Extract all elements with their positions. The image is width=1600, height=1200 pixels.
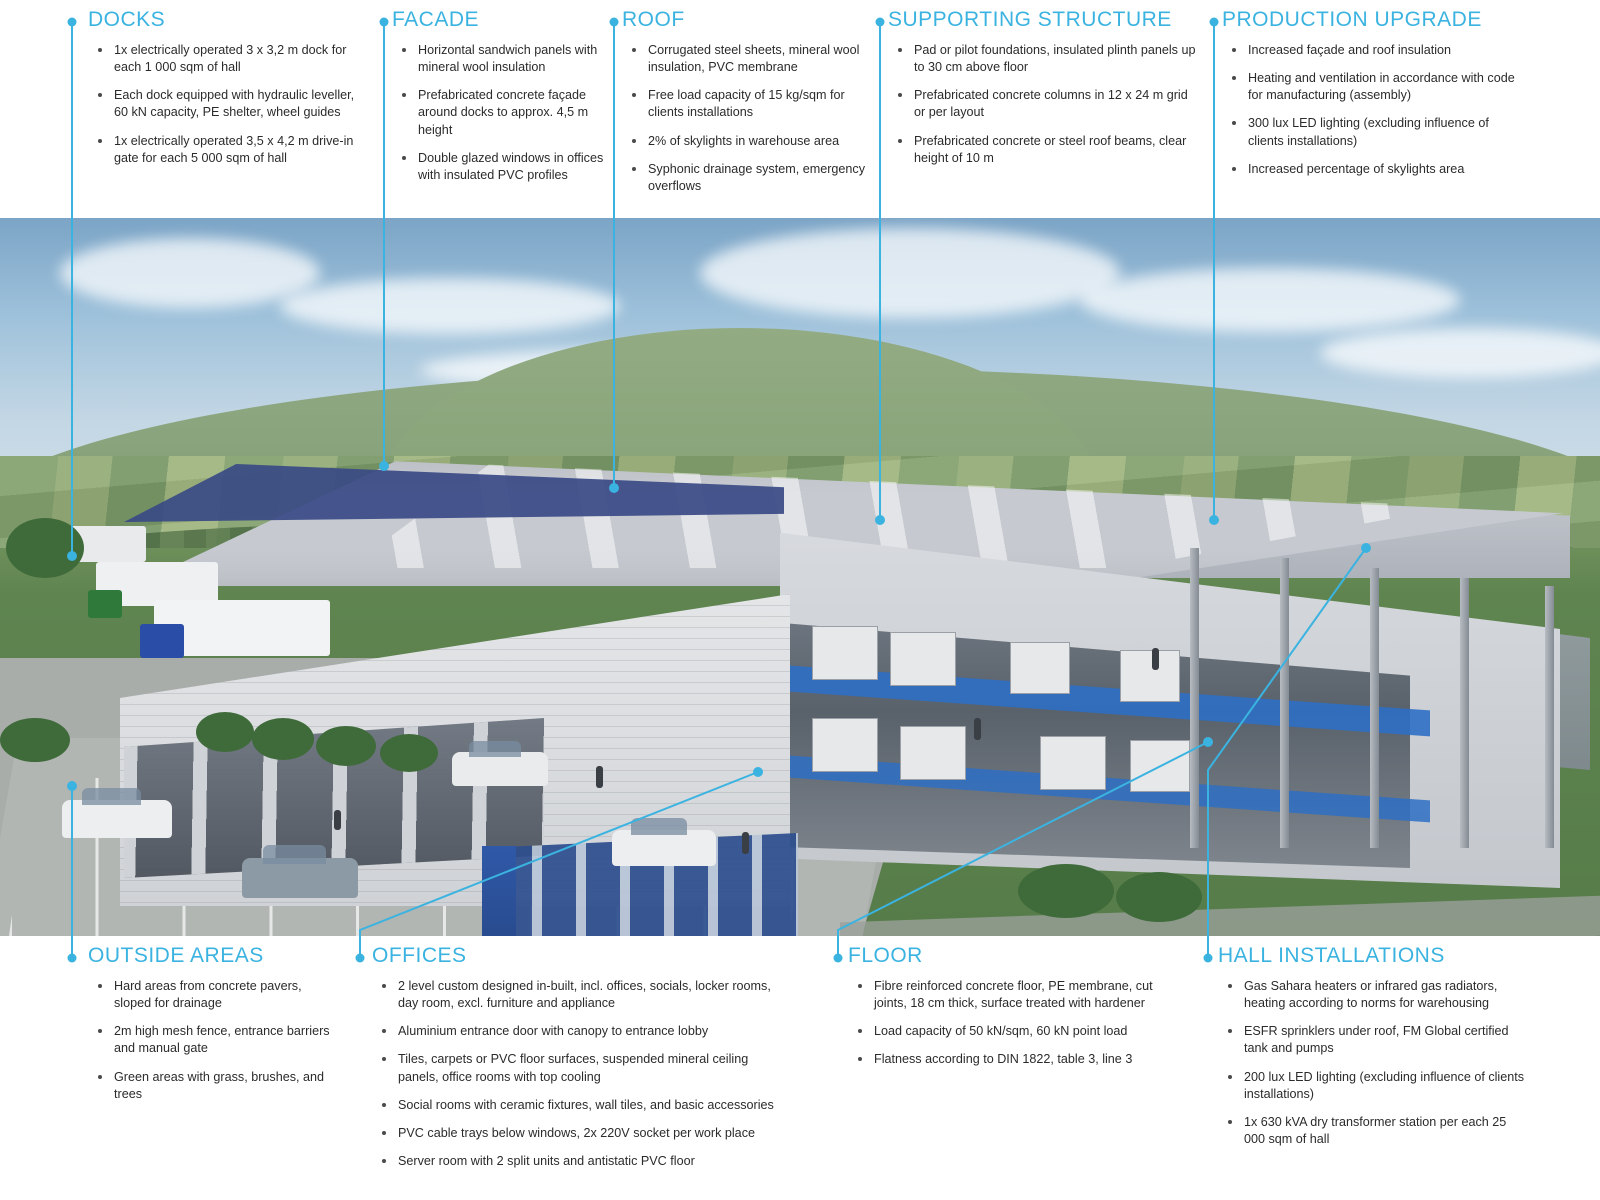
- annotation-production-upgrade: [1222, 8, 1522, 189]
- office-room: [1130, 740, 1190, 792]
- truck-cab: [140, 624, 184, 658]
- annotation-list: [622, 42, 872, 195]
- list-item: 2% of skylights in warehouse area: [622, 133, 872, 150]
- structural-column: [1190, 548, 1199, 848]
- annotation-list: [848, 978, 1168, 1069]
- list-item: Hard areas from concrete pavers, sloped for drainage: [88, 978, 338, 1012]
- list-item: 300 lux LED lighting (excluding influence of clients installations): [1222, 115, 1522, 149]
- list-item: Double glazed windows in offices with insulated PVC profiles: [392, 150, 608, 184]
- bush: [316, 726, 376, 766]
- list-item: Flatness according to DIN 1822, table 3, line 3: [848, 1051, 1168, 1068]
- car: [242, 858, 358, 898]
- list-item: Increased façade and roof insulation: [1222, 42, 1522, 59]
- list-item: Free load capacity of 15 kg/sqm for clients installations: [622, 87, 872, 121]
- list-item: Each dock equipped with hydraulic leveller, 60 kN capacity, PE shelter, wheel guides: [88, 87, 360, 121]
- annotation-supporting-structure: [888, 8, 1198, 178]
- bush: [0, 718, 70, 762]
- list-item: 2m high mesh fence, entrance barriers and manual gate: [88, 1023, 338, 1057]
- person: [334, 810, 341, 830]
- person: [742, 832, 749, 854]
- person: [1152, 648, 1159, 670]
- list-item: 1x electrically operated 3,5 x 4,2 m drive-in gate for each 5 000 sqm of hall: [88, 133, 360, 167]
- list-item: Prefabricated concrete façade around docks to approx. 4,5 m height: [392, 87, 608, 138]
- annotation-outside-areas: [88, 944, 338, 1114]
- office-room: [890, 632, 956, 686]
- annotation-title: DOCKS: [88, 8, 166, 31]
- office-room: [1120, 650, 1180, 702]
- cloud: [700, 228, 1120, 318]
- annotation-title: SUPPORTING STRUCTURE: [888, 8, 1172, 31]
- annotation-list: [372, 978, 792, 1170]
- list-item: Pad or pilot foundations, insulated plinth panels up to 30 cm above floor: [888, 42, 1198, 76]
- list-item: 1x 630 kVA dry transformer station per each 25 000 sqm of hall: [1218, 1114, 1528, 1148]
- cloud: [1320, 328, 1600, 378]
- list-item: Tiles, carpets or PVC floor surfaces, suspended mineral ceiling panels, office rooms with top cooling: [372, 1051, 792, 1085]
- person: [596, 766, 603, 788]
- tree: [6, 518, 84, 578]
- annotation-title: PRODUCTION UPGRADE: [1222, 8, 1482, 31]
- office-room: [1040, 736, 1106, 790]
- annotation-floor: [848, 944, 1168, 1080]
- cloud: [60, 238, 320, 308]
- warehouse-illustration: [0, 218, 1600, 936]
- structural-column: [1370, 568, 1379, 848]
- list-item: ESFR sprinklers under roof, FM Global certified tank and pumps: [1218, 1023, 1528, 1057]
- annotation-facade: [392, 8, 608, 195]
- list-item: Corrugated steel sheets, mineral wool insulation, PVC membrane: [622, 42, 872, 76]
- annotation-list: [392, 42, 608, 184]
- office-room: [1010, 642, 1070, 694]
- annotation-title: HALL INSTALLATIONS: [1218, 944, 1445, 967]
- annotation-list: [1218, 978, 1528, 1148]
- list-item: Aluminium entrance door with canopy to entrance lobby: [372, 1023, 792, 1040]
- bush: [380, 734, 438, 772]
- car: [62, 800, 172, 838]
- list-item: PVC cable trays below windows, 2x 220V socket per work place: [372, 1125, 792, 1142]
- annotation-title: FLOOR: [848, 944, 923, 967]
- list-item: Social rooms with ceramic fixtures, wall tiles, and basic accessories: [372, 1097, 792, 1114]
- person: [974, 718, 981, 740]
- bush: [1116, 872, 1202, 922]
- car: [452, 752, 548, 786]
- annotation-title: OUTSIDE AREAS: [88, 944, 264, 967]
- list-item: Horizontal sandwich panels with mineral wool insulation: [392, 42, 608, 76]
- annotation-title: ROOF: [622, 8, 685, 31]
- bush: [252, 718, 314, 760]
- office-room: [812, 626, 878, 680]
- bush: [196, 712, 254, 752]
- list-item: Prefabricated concrete columns in 12 x 24 m grid or per layout: [888, 87, 1198, 121]
- annotation-list: [88, 42, 360, 167]
- entrance-door: [482, 846, 516, 936]
- list-item: Load capacity of 50 kN/sqm, 60 kN point load: [848, 1023, 1168, 1040]
- annotation-docks: [88, 8, 360, 178]
- annotation-list: [888, 42, 1198, 167]
- car: [612, 830, 716, 866]
- annotation-list: [88, 978, 338, 1103]
- structural-column: [1280, 558, 1289, 848]
- truck-cab: [88, 590, 122, 618]
- office-room: [812, 718, 878, 772]
- annotation-offices: [372, 944, 792, 1181]
- list-item: Green areas with grass, brushes, and trees: [88, 1069, 338, 1103]
- list-item: 2 level custom designed in-built, incl. offices, socials, locker rooms, day room, excl. furniture and appliance: [372, 978, 792, 1012]
- annotation-title: OFFICES: [372, 944, 467, 967]
- annotation-roof: [622, 8, 872, 206]
- list-item: Increased percentage of skylights area: [1222, 161, 1522, 178]
- annotation-title: FACADE: [392, 8, 480, 31]
- list-item: Prefabricated concrete or steel roof beams, clear height of 10 m: [888, 133, 1198, 167]
- list-item: 200 lux LED lighting (excluding influence of clients installations): [1218, 1069, 1528, 1103]
- list-item: Heating and ventilation in accordance with code for manufacturing (assembly): [1222, 70, 1522, 104]
- structural-column: [1545, 586, 1554, 848]
- structural-column: [1460, 578, 1469, 848]
- office-room: [900, 726, 966, 780]
- list-item: Gas Sahara heaters or infrared gas radiators, heating according to norms for warehousing: [1218, 978, 1528, 1012]
- list-item: 1x electrically operated 3 x 3,2 m dock for each 1 000 sqm of hall: [88, 42, 360, 76]
- annotation-list: [1222, 42, 1522, 178]
- annotation-hall-installations: [1218, 944, 1528, 1159]
- list-item: Fibre reinforced concrete floor, PE membrane, cut joints, 18 cm thick, surface treated with hardener: [848, 978, 1168, 1012]
- list-item: Syphonic drainage system, emergency overflows: [622, 161, 872, 195]
- cloud: [280, 278, 620, 334]
- bush: [1018, 864, 1114, 918]
- cloud: [1080, 268, 1460, 332]
- list-item: Server room with 2 split units and antistatic PVC floor: [372, 1153, 792, 1170]
